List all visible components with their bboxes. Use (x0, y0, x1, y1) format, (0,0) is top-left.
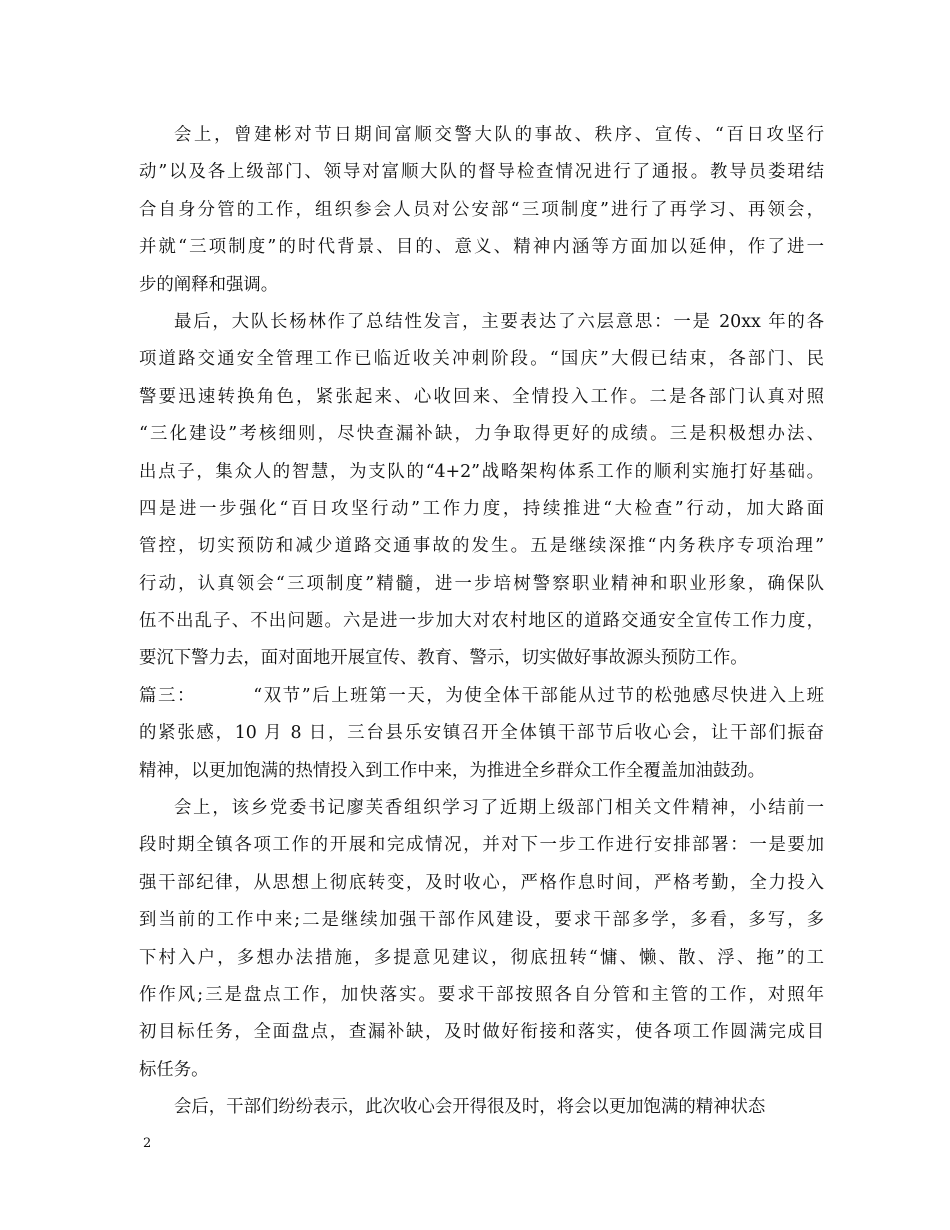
text-line: 精神，以更加饱满的热情投入到工作中来，为推进全乡群众工作全覆盖加油鼓劲。 (139, 760, 766, 781)
text-line: 会后，干部们纷纷表示，此次收心会开得很及时，将会以更加饱满的精神状态 (174, 1097, 766, 1118)
text-line: 篇三： “双节”后上班第一天，为使全体干部能从过节的松弛感尽快进入上班 (139, 685, 824, 706)
text-line: 下村入户，多想办法措施，多提意见建议，彻底扭转“慵、懒、散、浮、拖”的工 (139, 947, 824, 968)
text-line: 行动，认真领会“三项制度”精髓，进一步培树警察职业精神和职业形象，确保队 (139, 573, 824, 594)
text-line: 动”以及各上级部门、领导对富顺大队的督导检查情况进行了通报。教导员娄珺结 (139, 162, 824, 183)
text-line: 合自身分管的工作，组织参会人员对公安部“三项制度”进行了再学习、再领会， (139, 199, 824, 220)
text-line: 强干部纪律，从思想上彻底转变，及时收心，严格作息时间，严格考勤，全力投入 (139, 872, 824, 893)
text-line: 到当前的工作中来;二是继续加强干部作风建设，要求干部多学，多看，多写，多 (139, 910, 824, 931)
text-line: “三化建设”考核细则，尽快查漏补缺，力争取得更好的成绩。三是积极想办法、 (139, 424, 824, 445)
text-line: 标任务。 (139, 1059, 209, 1080)
text-line: 段时期全镇各项工作的开展和完成情况，并对下一步工作进行安排部署：一是要加 (139, 835, 824, 856)
text-line: 并就“三项制度”的时代背景、目的、意义、精神内涵等方面加以延伸，作了进一 (139, 237, 824, 258)
text-line: 伍不出乱子、不出问题。六是进一步加大对农村地区的道路交通安全宣传工作力度， (139, 611, 824, 632)
text-line: 的紧张感，10 月 8 日，三台县乐安镇召开全体镇干部节后收心会，让干部们振奋 (139, 723, 824, 744)
document-body (139, 117, 824, 1127)
text-line: 作作风;三是盘点工作，加快落实。要求干部按照各自分管和主管的工作，对照年 (139, 984, 824, 1005)
text-line: 会上，曾建彬对节日期间富顺交警大队的事故、秩序、宣传、“百日攻坚行 (174, 125, 824, 145)
text-line: 项道路交通安全管理工作已临近收关冲刺阶段。“国庆”大假已结束，各部门、民 (139, 349, 824, 370)
text-line: 出点子，集众人的智慧，为支队的“4+2”战略架构体系工作的顺利实施打好基础。 (139, 461, 824, 482)
text-line: 管控，切实预防和减少道路交通事故的发生。五是继续深推“内务秩序专项治理” (139, 536, 824, 557)
text-line: 步的阐释和强调。 (139, 274, 279, 295)
text-line: 会上，该乡党委书记廖芙香组织学习了近期上级部门相关文件精神，小结前一 (174, 798, 824, 819)
text-line: 最后，大队长杨林作了总结性发言，主要表达了六层意思：一是 20xx 年的各 (174, 311, 824, 332)
text-line: 初目标任务，全面盘点，查漏补缺，及时做好衔接和落实，使各项工作圆满完成目 (139, 1022, 824, 1043)
text-line: 警要迅速转换角色，紧张起来、心收回来、全情投入工作。二是各部门认真对照 (139, 386, 824, 407)
page-number: 2 (143, 1136, 152, 1151)
text-line: 要沉下警力去，面对面地开展宣传、教育、警示，切实做好事故源头预防工作。 (139, 648, 748, 669)
text-line: 四是进一步强化“百日攻坚行动”工作力度，持续推进“大检查”行动，加大路面 (139, 498, 824, 519)
